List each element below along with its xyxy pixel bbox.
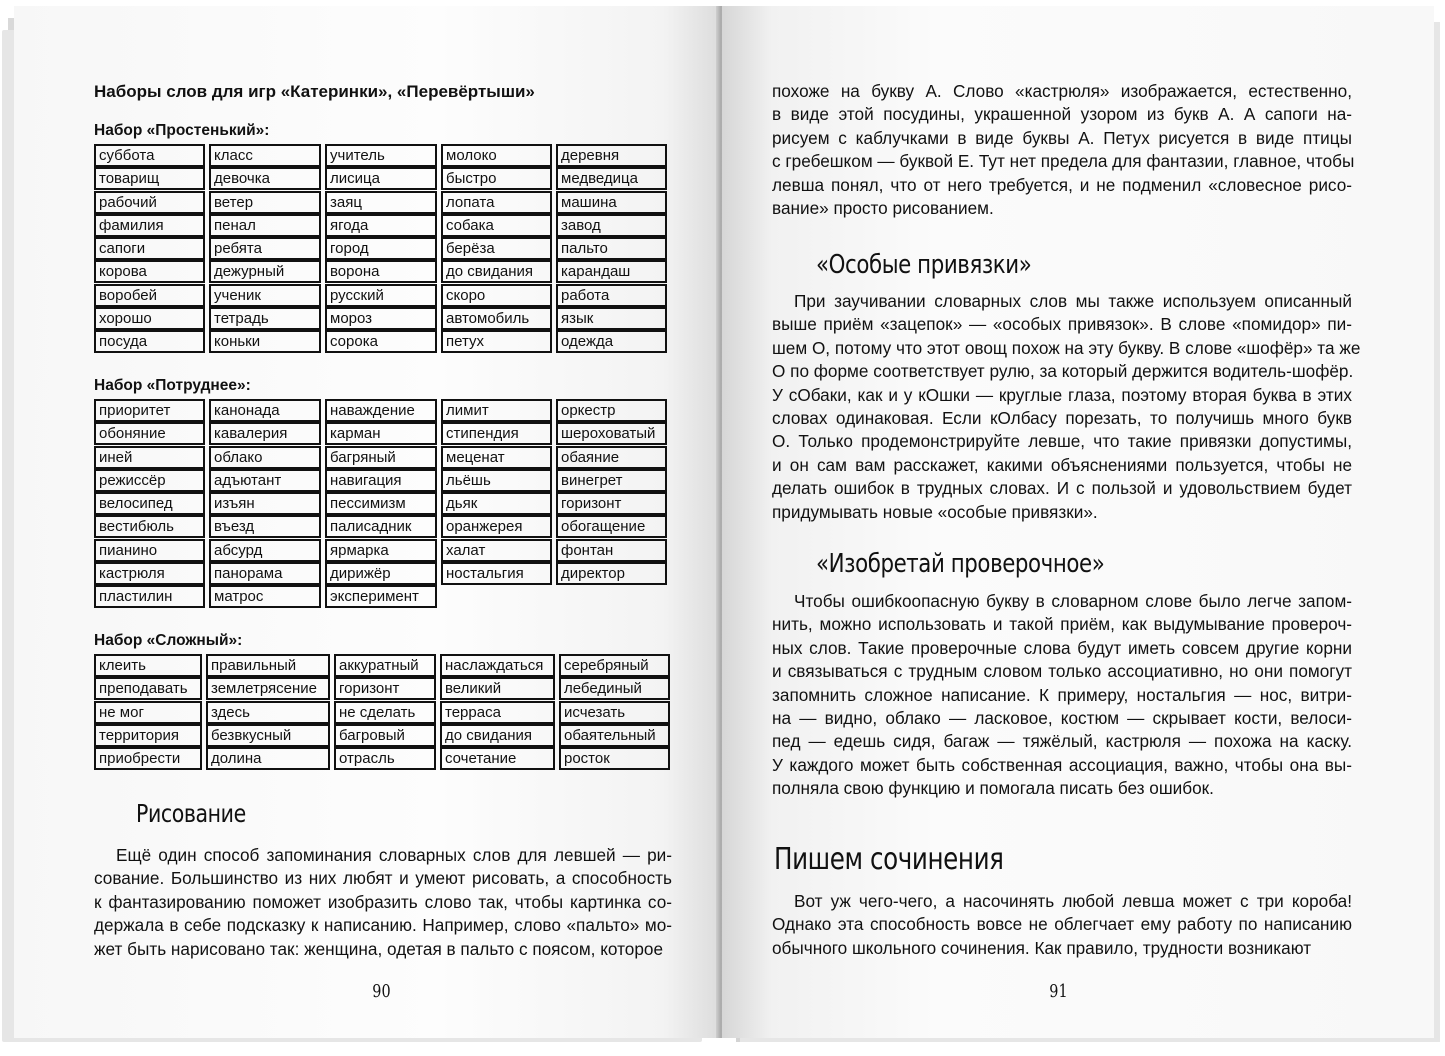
- word-cell: карандаш: [556, 260, 667, 283]
- word-cell: ярмарка: [325, 539, 437, 562]
- word-cell: оркестр: [556, 399, 667, 422]
- text-line: похоже на букву А. Слово «кастрюля» изображается, естественно,: [772, 81, 1352, 101]
- table-row: [94, 284, 674, 307]
- word-cell: хорошо: [94, 307, 205, 330]
- table-row: [94, 307, 674, 330]
- word-cell: кавалерия: [209, 422, 321, 445]
- word-cell: великий: [440, 677, 555, 700]
- word-cell: горизонт: [334, 677, 436, 700]
- word-cell: до свидания: [441, 260, 552, 283]
- text-line: Ещё один способ запоминания словарных слов для левшей — ри-: [116, 845, 672, 865]
- word-cell: обаятельный: [559, 724, 670, 747]
- table-row: [94, 585, 674, 608]
- word-cell: халат: [441, 539, 552, 562]
- section-title-invent-check: «Изобретай проверочное»: [816, 549, 1105, 579]
- word-cell: эксперимент: [325, 585, 437, 608]
- text-line: выше приём «зацепок» — «особых привязок». В слове «помидор» пи-: [772, 314, 1352, 335]
- word-cell: панорама: [209, 562, 321, 585]
- text-line: У сОбаки, как и у кОшки — круглые глаза, поэтому вторая буква в этих: [772, 384, 1352, 405]
- word-cell: воробей: [94, 284, 205, 307]
- table-row: [94, 492, 674, 515]
- word-cell: меценат: [441, 446, 552, 469]
- word-cell: берёза: [441, 237, 552, 260]
- word-cell: ветер: [209, 191, 321, 214]
- paragraph-invent-check: [772, 590, 1352, 801]
- word-cell: безвкусный: [206, 724, 330, 747]
- word-cell: горизонт: [556, 492, 667, 515]
- section-title-special-links: «Особые привязки»: [816, 250, 1032, 280]
- word-cell: ностальгия: [441, 562, 552, 585]
- word-cell: землетрясение: [206, 677, 330, 700]
- word-table-complex: [94, 654, 674, 770]
- text-line: с гребешком — буквой Е. Тут нет предела для фантазии, главное, чтобы: [772, 151, 1355, 172]
- text-line: делать ошибок в трудных словах. И с пользой и удовольствием будет: [772, 478, 1352, 499]
- word-cell: язык: [556, 307, 667, 330]
- word-cell: облако: [209, 446, 321, 469]
- word-cell: багровый: [334, 724, 436, 747]
- word-cell: товарищ: [94, 167, 205, 190]
- word-table-harder: [94, 399, 674, 609]
- text-line: При заучивании словарных слов мы также используем описанный: [794, 291, 1352, 311]
- word-cell: абсурд: [209, 539, 321, 562]
- word-cell: сорока: [325, 330, 437, 353]
- word-cell: велосипед: [94, 492, 205, 515]
- word-cell: дежурный: [209, 260, 321, 283]
- paragraph-drawing: [94, 844, 672, 961]
- word-cell: матрос: [209, 585, 321, 608]
- text-line: жет быть нарисовано так: женщина, одетая в пальто с поясом, которое: [94, 938, 664, 959]
- text-line: О. Только продемонстрируйте левше, что такие привязки допустимы,: [772, 431, 1352, 452]
- table-row: [94, 515, 674, 538]
- paragraph-intro: [772, 80, 1355, 220]
- table-row: [94, 446, 674, 469]
- text-line: ных слов. Такие проверочные слова будут иметь совсем другие корни: [772, 637, 1352, 658]
- table-row: [94, 539, 674, 562]
- word-cell: стипендия: [441, 422, 552, 445]
- text-line: обычного школьного сочинения. Как правило, трудности возникают: [772, 937, 1312, 958]
- text-line: к фантазированию поможет изобразить слово так, чтобы картинка со-: [94, 891, 672, 912]
- section-title-drawing: Рисование: [136, 799, 246, 828]
- word-cell: петух: [441, 330, 552, 353]
- text-line: Однако эта способность вовсе не облегчает ему работу по написанию: [772, 914, 1352, 935]
- word-cell: сапоги: [94, 237, 205, 260]
- word-cell: лопата: [441, 191, 552, 214]
- word-cell: сочетание: [440, 747, 555, 770]
- word-cell: ученик: [209, 284, 321, 307]
- section-title-essays: Пишем сочинения: [774, 842, 1004, 877]
- table-row: [94, 677, 674, 700]
- table-row: [94, 422, 674, 445]
- word-table-simple: [94, 144, 674, 354]
- table-row: [94, 214, 674, 237]
- table-row: [94, 469, 674, 492]
- word-cell: винегрет: [556, 469, 667, 492]
- word-cell: город: [325, 237, 437, 260]
- word-cell: фонтан: [556, 539, 667, 562]
- word-cell: пластилин: [94, 585, 205, 608]
- table-row: [94, 191, 674, 214]
- word-cell: росток: [559, 747, 670, 770]
- word-cell: пенал: [209, 214, 321, 237]
- word-cell: здесь: [206, 701, 330, 724]
- word-cell: медведица: [556, 167, 667, 190]
- text-line: нить, можно использовать и такой приём, как выдумывание провероч-: [772, 614, 1352, 635]
- word-cell: скоро: [441, 284, 552, 307]
- word-cell: коньки: [209, 330, 321, 353]
- word-cell: класс: [209, 144, 321, 167]
- word-cell: суббота: [94, 144, 205, 167]
- word-cell: оранжерея: [441, 515, 552, 538]
- word-cell: [441, 585, 552, 608]
- word-cell: дьяк: [441, 492, 552, 515]
- table-row: [94, 237, 674, 260]
- word-cell: канонада: [209, 399, 321, 422]
- text-line: вание» просто рисованием.: [772, 198, 994, 219]
- word-cell: не сделать: [334, 701, 436, 724]
- word-cell: шероховатый: [556, 422, 667, 445]
- word-cell: ворона: [325, 260, 437, 283]
- word-cell: иней: [94, 446, 205, 469]
- word-cell: ребята: [209, 237, 321, 260]
- word-cell: завод: [556, 214, 667, 237]
- word-cell: машина: [556, 191, 667, 214]
- word-cell: посуда: [94, 330, 205, 353]
- word-cell: режиссёр: [94, 469, 205, 492]
- text-line: и связываться с трудным словом только ассоциативно, но они помогут: [772, 661, 1352, 682]
- page-number-right: 91: [1049, 981, 1068, 1002]
- word-cell: изъян: [209, 492, 321, 515]
- set-title-simple: Набор «Простенький»:: [94, 122, 270, 139]
- word-cell: приобрести: [94, 747, 202, 770]
- word-cell: лебединый: [559, 677, 670, 700]
- text-line: в виде этой посудины, украшенной узором из букв А. А сапоги на-: [772, 104, 1352, 125]
- word-cell: пианино: [94, 539, 205, 562]
- paragraph-essays: [772, 890, 1352, 960]
- word-cell: лимит: [441, 399, 552, 422]
- word-cell: до свидания: [440, 724, 555, 747]
- table-row: [94, 260, 674, 283]
- word-cell: дирижёр: [325, 562, 437, 585]
- word-cell: кастрюля: [94, 562, 205, 585]
- text-line: сование. Большинство из них любят и умеют рисовать, а способность: [94, 868, 672, 889]
- word-cell: клеить: [94, 654, 202, 677]
- left-page: [14, 6, 720, 1038]
- word-cell: навигация: [325, 469, 437, 492]
- table-row: [94, 144, 674, 167]
- text-line: держала в себе подсказку к написанию. Например, слово «пальто» мо-: [94, 915, 672, 936]
- word-cell: отрасль: [334, 747, 436, 770]
- word-cell: директор: [556, 562, 667, 585]
- table-row: [94, 330, 674, 353]
- word-cell: деревня: [556, 144, 667, 167]
- table-row: [94, 701, 674, 724]
- text-line: О по форме соответствует рулю, за который держится водитель-шофёр.: [772, 361, 1354, 382]
- text-line: полняла свою функцию и помогала писать без ошибок.: [772, 778, 1214, 799]
- table-row: [94, 724, 674, 747]
- word-cell: долина: [206, 747, 330, 770]
- word-cell: работа: [556, 284, 667, 307]
- text-line: рисуем с каблучками в виде буквы А. Петух рисуется в виде птицы: [772, 127, 1352, 148]
- word-cell: обоняние: [94, 422, 205, 445]
- word-cell: ягода: [325, 214, 437, 237]
- word-cell: наслаждаться: [440, 654, 555, 677]
- word-cell: не мог: [94, 701, 202, 724]
- table-row: [94, 399, 674, 422]
- word-cell: палисадник: [325, 515, 437, 538]
- word-cell: автомобиль: [441, 307, 552, 330]
- word-cell: приоритет: [94, 399, 205, 422]
- table-row: [94, 654, 674, 677]
- word-cell: адъютант: [209, 469, 321, 492]
- word-cell: правильный: [206, 654, 330, 677]
- text-line: У каждого может быть собственная ассоциация, важно, чтобы она вы-: [772, 754, 1352, 775]
- text-line: Чтобы ошибкоопасную букву в словарном слове было легче запом-: [794, 591, 1352, 611]
- text-line: запомнить сложное написание. К примеру, ностальгия — нос, витри-: [772, 684, 1352, 705]
- text-line: придумывать новые «особые привязки».: [772, 501, 1098, 522]
- word-cell: пессимизм: [325, 492, 437, 515]
- word-cell: собака: [441, 214, 552, 237]
- word-cell: лисица: [325, 167, 437, 190]
- word-cell: терраса: [440, 701, 555, 724]
- word-cell: льёшь: [441, 469, 552, 492]
- text-line: Вот уж чего-чего, а насочинять любой левша может с три короба!: [794, 891, 1352, 911]
- text-line: и он сам вам расскажет, какими объяснениями пользуется, чтобы не: [772, 454, 1352, 475]
- word-cell: обаяние: [556, 446, 667, 469]
- word-cell: рабочий: [94, 191, 205, 214]
- word-cell: фамилия: [94, 214, 205, 237]
- word-cell: учитель: [325, 144, 437, 167]
- table-row: [94, 747, 674, 770]
- word-cell: въезд: [209, 515, 321, 538]
- word-sets-heading: Наборы слов для игр «Катеринки», «Перевёртыши»: [94, 82, 535, 101]
- word-cell: [556, 585, 667, 608]
- text-line: словах одинаковая. Если кОлбасу порезать, то получишь много букв: [772, 408, 1352, 429]
- word-cell: вестибюль: [94, 515, 205, 538]
- set-title-complex: Набор «Сложный»:: [94, 632, 243, 649]
- set-title-harder: Набор «Потруднее»:: [94, 377, 251, 394]
- text-line: на — видно, облако — ласковое, костюм — скрывает кости, велоси-: [772, 708, 1352, 729]
- word-cell: корова: [94, 260, 205, 283]
- paragraph-special-links: [772, 290, 1361, 524]
- word-cell: карман: [325, 422, 437, 445]
- word-cell: пальто: [556, 237, 667, 260]
- word-cell: тетрадь: [209, 307, 321, 330]
- word-cell: девочка: [209, 167, 321, 190]
- word-cell: русский: [325, 284, 437, 307]
- word-cell: одежда: [556, 330, 667, 353]
- word-cell: исчезать: [559, 701, 670, 724]
- word-cell: заяц: [325, 191, 437, 214]
- word-cell: аккуратный: [334, 654, 436, 677]
- word-cell: наваждение: [325, 399, 437, 422]
- text-line: шем О, потому что этот овощ похож на эту букву. В слове «шофёр» та же: [772, 337, 1361, 358]
- word-cell: серебряный: [559, 654, 670, 677]
- word-cell: обогащение: [556, 515, 667, 538]
- page-number-left: 90: [372, 981, 391, 1002]
- text-line: левша понял, что от него требуется, и не подменил «словесное рисо-: [772, 174, 1352, 195]
- word-cell: территория: [94, 724, 202, 747]
- text-line: пед — едешь сидя, багаж — тяжёлый, кастрюля — похожа на каску.: [772, 731, 1352, 752]
- right-page: [722, 6, 1434, 1038]
- table-row: [94, 562, 674, 585]
- word-cell: мороз: [325, 307, 437, 330]
- table-row: [94, 167, 674, 190]
- word-cell: преподавать: [94, 677, 202, 700]
- word-cell: молоко: [441, 144, 552, 167]
- word-cell: быстро: [441, 167, 552, 190]
- word-cell: багряный: [325, 446, 437, 469]
